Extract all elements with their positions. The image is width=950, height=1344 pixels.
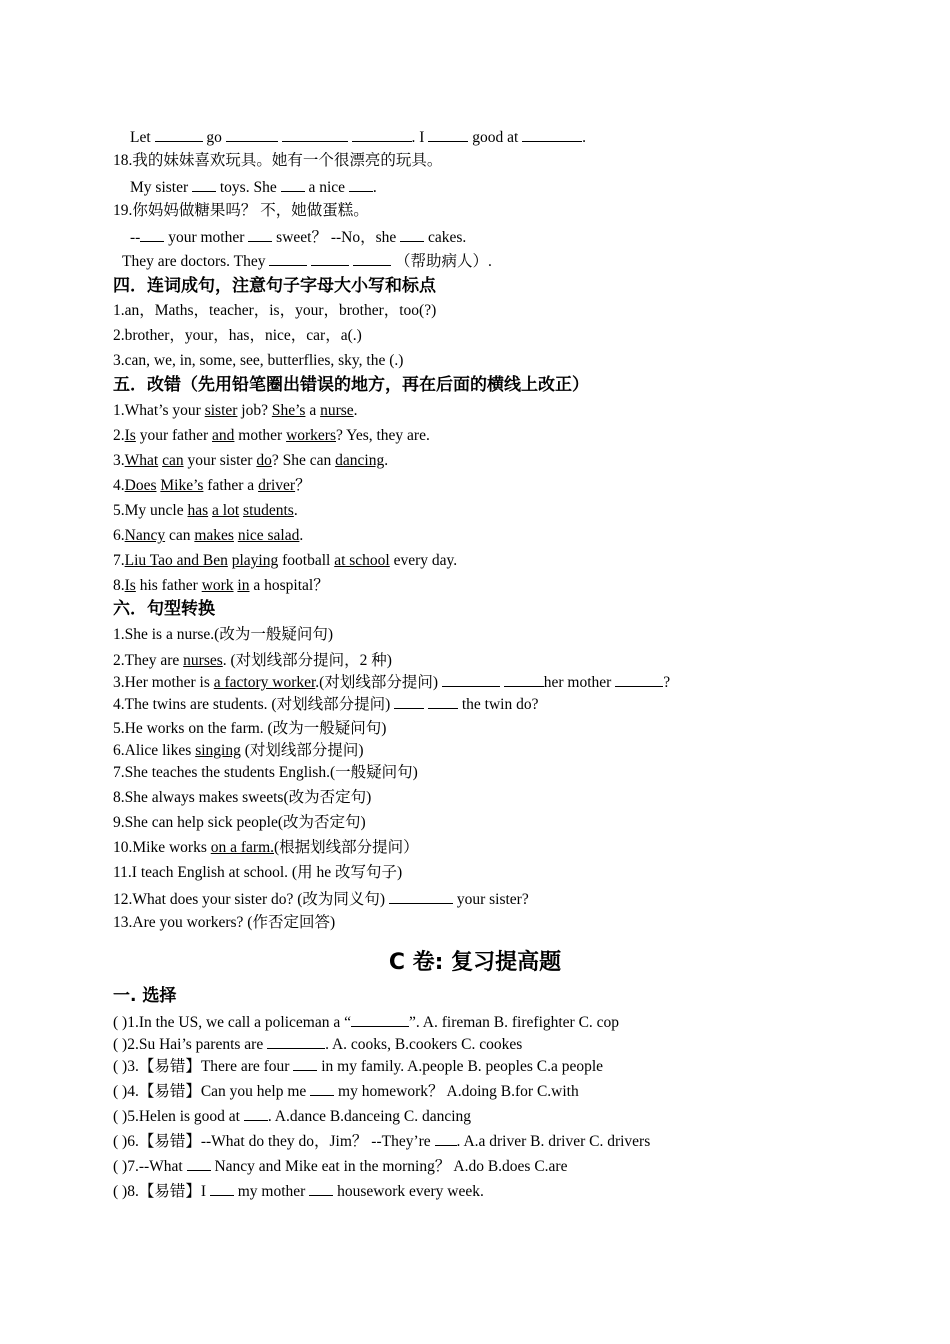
text: . I xyxy=(411,129,425,146)
text: Nancy and Mike eat in the morning？ A.do B.does C.are xyxy=(214,1158,568,1175)
text: . xyxy=(384,452,389,469)
choice-question-5 xyxy=(113,1106,471,1127)
underlined-text: a factory worker xyxy=(213,674,316,691)
text: ( )8.【易错】I xyxy=(113,1183,206,1200)
text: housework every week. xyxy=(337,1183,484,1200)
underlined-text[interactable]: Does xyxy=(124,477,157,494)
text: go xyxy=(206,129,222,146)
sec5-item-6 xyxy=(113,526,303,546)
section-5-heading: 五．改错（先用铅笔圈出错误的地方，再在后面的横线上改正） xyxy=(113,375,589,395)
choice-question-7 xyxy=(113,1156,567,1177)
text: sweet？ --No，she xyxy=(276,229,397,246)
question-19-chinese: 19.你妈妈做糖果吗？ 不，她做蛋糕。 xyxy=(113,202,369,219)
underlined-text[interactable]: do xyxy=(256,452,272,469)
text: job? xyxy=(237,402,272,419)
text: her mother xyxy=(543,674,612,691)
sec6-item-4 xyxy=(113,694,539,715)
text: 4.The twins are students. (对划线部分提问) xyxy=(113,696,391,713)
part-c-title: C 卷: 复习提高题 xyxy=(388,950,562,975)
text: My sister xyxy=(130,179,189,196)
answer-blank[interactable] xyxy=(394,694,424,709)
sec6-item-6 xyxy=(113,741,364,761)
text: ( )4.【易错】Can you help me xyxy=(113,1083,307,1100)
answer-blank[interactable] xyxy=(155,127,203,142)
text: . A.dance B.danceing C. dancing xyxy=(267,1108,472,1125)
part-c-section-1-heading: 一. 选择 xyxy=(113,986,177,1006)
underlined-text[interactable]: can xyxy=(162,452,184,469)
text: toys. She xyxy=(219,179,277,196)
text: ? xyxy=(663,674,671,691)
text: your mother xyxy=(168,229,245,246)
text: your father xyxy=(135,427,213,444)
text: ”. A. fireman B. firefighter C. cop xyxy=(409,1014,620,1031)
underlined-text: on a farm. xyxy=(210,839,274,856)
sec6-item-12 xyxy=(113,889,529,910)
text: the twin do? xyxy=(461,696,539,713)
text: . xyxy=(293,502,298,519)
underlined-text[interactable]: sister xyxy=(204,402,238,419)
answer-blank[interactable] xyxy=(282,127,348,142)
text: your sister? xyxy=(456,891,529,908)
answer-blank[interactable] xyxy=(351,1012,409,1027)
text: Let xyxy=(130,129,151,146)
section-6-heading: 六．句型转换 xyxy=(113,599,215,619)
text: . (对划线部分提问，2 种) xyxy=(222,652,392,669)
text: football xyxy=(278,552,335,569)
text: a hospital？ xyxy=(249,577,329,594)
underlined-text[interactable]: has xyxy=(187,502,209,519)
underlined-text[interactable]: in xyxy=(237,577,250,594)
answer-blank[interactable] xyxy=(428,127,468,142)
text: (对划线部分提问) xyxy=(240,742,364,759)
text: every day. xyxy=(389,552,458,569)
question-18-chinese: 18.我的妹妹喜欢玩具。她有一个很漂亮的玩具。 xyxy=(113,152,443,169)
text: a nice xyxy=(308,179,346,196)
underlined-text[interactable]: playing xyxy=(231,552,279,569)
underlined-text[interactable]: She’s xyxy=(271,402,306,419)
sec6-item-2 xyxy=(113,651,392,671)
underlined-text[interactable]: dancing xyxy=(335,452,385,469)
sec5-item-8 xyxy=(113,576,329,596)
text: mother xyxy=(234,427,287,444)
underlined-text[interactable]: nurse xyxy=(320,402,354,419)
answer-blank[interactable] xyxy=(309,1181,333,1196)
sec5-item-1 xyxy=(113,401,358,421)
text: 3.Her mother is xyxy=(113,674,214,691)
text: They are doctors. They xyxy=(122,253,266,270)
answer-blank[interactable] xyxy=(428,694,458,709)
text: in my family. A.people B. peoples C.a people xyxy=(321,1058,604,1075)
text: （帮助病人）. xyxy=(394,253,492,270)
answer-blank[interactable] xyxy=(293,1056,317,1071)
text: father a xyxy=(203,477,259,494)
answer-blank[interactable] xyxy=(310,1081,334,1096)
text: my homework？ A.doing B.for C.with xyxy=(338,1083,579,1100)
answer-blank[interactable] xyxy=(349,177,373,192)
text: . xyxy=(299,527,304,544)
answer-blank[interactable] xyxy=(187,1156,211,1171)
text: . A.a driver B. driver C. drivers xyxy=(456,1133,651,1150)
choice-question-6 xyxy=(113,1131,650,1152)
underlined-text[interactable]: students xyxy=(243,502,294,519)
answer-blank[interactable] xyxy=(353,251,391,266)
answer-blank[interactable] xyxy=(192,177,216,192)
answer-blank[interactable] xyxy=(352,127,412,142)
underlined-text: nurses xyxy=(183,652,223,669)
underlined-text[interactable]: a lot xyxy=(212,502,240,519)
text: ( )2.Su Hai’s parents are xyxy=(113,1036,264,1053)
choice-question-3 xyxy=(113,1056,603,1077)
text: your sister xyxy=(183,452,257,469)
underlined-text[interactable]: Nancy xyxy=(124,527,166,544)
answer-blank[interactable] xyxy=(400,227,424,242)
text: cakes. xyxy=(428,229,467,246)
text: ？ xyxy=(295,477,311,494)
underlined-text[interactable]: What xyxy=(124,452,159,469)
sec6-item-13: 13.Are you workers? (作否定回答) xyxy=(113,914,336,931)
underlined-text[interactable]: work xyxy=(201,577,234,594)
answer-blank[interactable] xyxy=(389,889,453,904)
underlined-text[interactable]: Is xyxy=(124,577,136,594)
text: a xyxy=(305,402,321,419)
text: .(对划线部分提问) xyxy=(315,674,438,691)
sec5-item-7 xyxy=(113,551,457,571)
answer-blank[interactable] xyxy=(311,251,349,266)
answer-blank[interactable] xyxy=(140,227,164,242)
text: 12.What does your sister do? (改为同义句) xyxy=(113,891,386,908)
answer-blank[interactable] xyxy=(504,672,544,687)
choice-question-4 xyxy=(113,1081,579,1102)
text: ? Yes, they are. xyxy=(336,427,430,444)
sec5-item-5 xyxy=(113,501,298,521)
text: 6. xyxy=(113,527,125,544)
sec6-item-11: 11.I teach English at school. (用 he 改写句子) xyxy=(113,864,403,881)
underlined-text[interactable]: Mike’s xyxy=(160,477,204,494)
sec5-item-2 xyxy=(113,426,430,446)
text: (根据划线部分提问） xyxy=(274,839,419,856)
text: 4. xyxy=(113,477,125,494)
text: . xyxy=(353,402,358,419)
answer-blank[interactable] xyxy=(267,1034,325,1049)
text: -- xyxy=(130,229,141,246)
answer-blank[interactable] xyxy=(248,227,272,242)
sec5-item-4 xyxy=(113,476,311,496)
answer-blank[interactable] xyxy=(281,177,305,192)
sec6-item-10 xyxy=(113,838,419,858)
answer-blank[interactable] xyxy=(615,672,663,687)
text: 1.What’s your xyxy=(113,402,205,419)
text: 7. xyxy=(113,552,125,569)
sec6-item-5: 5.He works on the farm. (改为一般疑问句) xyxy=(113,720,387,737)
underlined-text[interactable]: makes xyxy=(194,527,234,544)
underlined-text[interactable]: nice salad xyxy=(237,527,300,544)
sec4-item-3: 3.can, we, in, some, see, butterflies, sky, the (.) xyxy=(113,352,404,369)
underlined-text[interactable]: Liu Tao and Ben xyxy=(124,552,228,569)
underlined-text[interactable]: driver xyxy=(258,477,296,494)
text: . xyxy=(372,179,377,196)
underlined-text[interactable]: at school xyxy=(334,552,390,569)
text: 8. xyxy=(113,577,125,594)
text: 10.Mike works xyxy=(113,839,211,856)
text: his father xyxy=(135,577,202,594)
answer-blank[interactable] xyxy=(435,1131,457,1146)
choice-question-8 xyxy=(113,1181,484,1202)
text: 2. xyxy=(113,427,125,444)
underlined-text[interactable]: Is xyxy=(124,427,136,444)
underlined-text: singing xyxy=(195,742,241,759)
text: ( )6.【易错】--What do they do，Jim？ --They’re xyxy=(113,1133,431,1150)
answer-blank[interactable] xyxy=(226,127,278,142)
answer-blank[interactable] xyxy=(210,1181,234,1196)
text: 3. xyxy=(113,452,125,469)
text: 6.Alice likes xyxy=(113,742,196,759)
section-4-heading: 四．连词成句，注意句子字母大小写和标点 xyxy=(113,276,436,296)
text: ( )1.In the US, we call a policeman a “ xyxy=(113,1014,352,1031)
underlined-text[interactable]: workers xyxy=(286,427,336,444)
sec6-item-9: 9.She can help sick people(改为否定句) xyxy=(113,814,366,831)
answer-blank[interactable] xyxy=(244,1106,268,1121)
sec6-item-1: 1.She is a nurse.(改为一般疑问句) xyxy=(113,626,333,643)
text: . xyxy=(582,129,587,146)
text: can xyxy=(165,527,195,544)
sec5-item-3 xyxy=(113,451,388,471)
text: ( )5.Helen is good at xyxy=(113,1108,240,1125)
text: ? She can xyxy=(271,452,336,469)
text: my mother xyxy=(237,1183,306,1200)
question-20-english-line xyxy=(122,251,492,272)
answer-blank[interactable] xyxy=(442,672,500,687)
underlined-text[interactable]: and xyxy=(212,427,235,444)
sec6-item-3 xyxy=(113,672,670,693)
question-19-english-line xyxy=(130,227,466,248)
text: . A. cooks, B.cookers C. cookes xyxy=(325,1036,523,1053)
text: 5.My uncle xyxy=(113,502,188,519)
answer-blank[interactable] xyxy=(522,127,582,142)
sec6-item-7: 7.She teaches the students English.(一般疑问句) xyxy=(113,764,418,781)
choice-question-1 xyxy=(113,1012,619,1033)
text: ( )7.--What xyxy=(113,1158,183,1175)
text: ( )3.【易错】There are four xyxy=(113,1058,290,1075)
choice-question-2 xyxy=(113,1034,522,1055)
question-18-english-line xyxy=(130,177,377,198)
sec4-item-2: 2.brother，your，has，nice，car，a(.) xyxy=(113,327,362,344)
sec6-item-8: 8.She always makes sweets(改为否定句) xyxy=(113,789,372,806)
question-17-english-line xyxy=(130,127,586,148)
text: 2.They are xyxy=(113,652,184,669)
sec4-item-1: 1.an，Maths，teacher，is，your，brother，too(?) xyxy=(113,302,437,319)
answer-blank[interactable] xyxy=(269,251,307,266)
text: good at xyxy=(472,129,519,146)
